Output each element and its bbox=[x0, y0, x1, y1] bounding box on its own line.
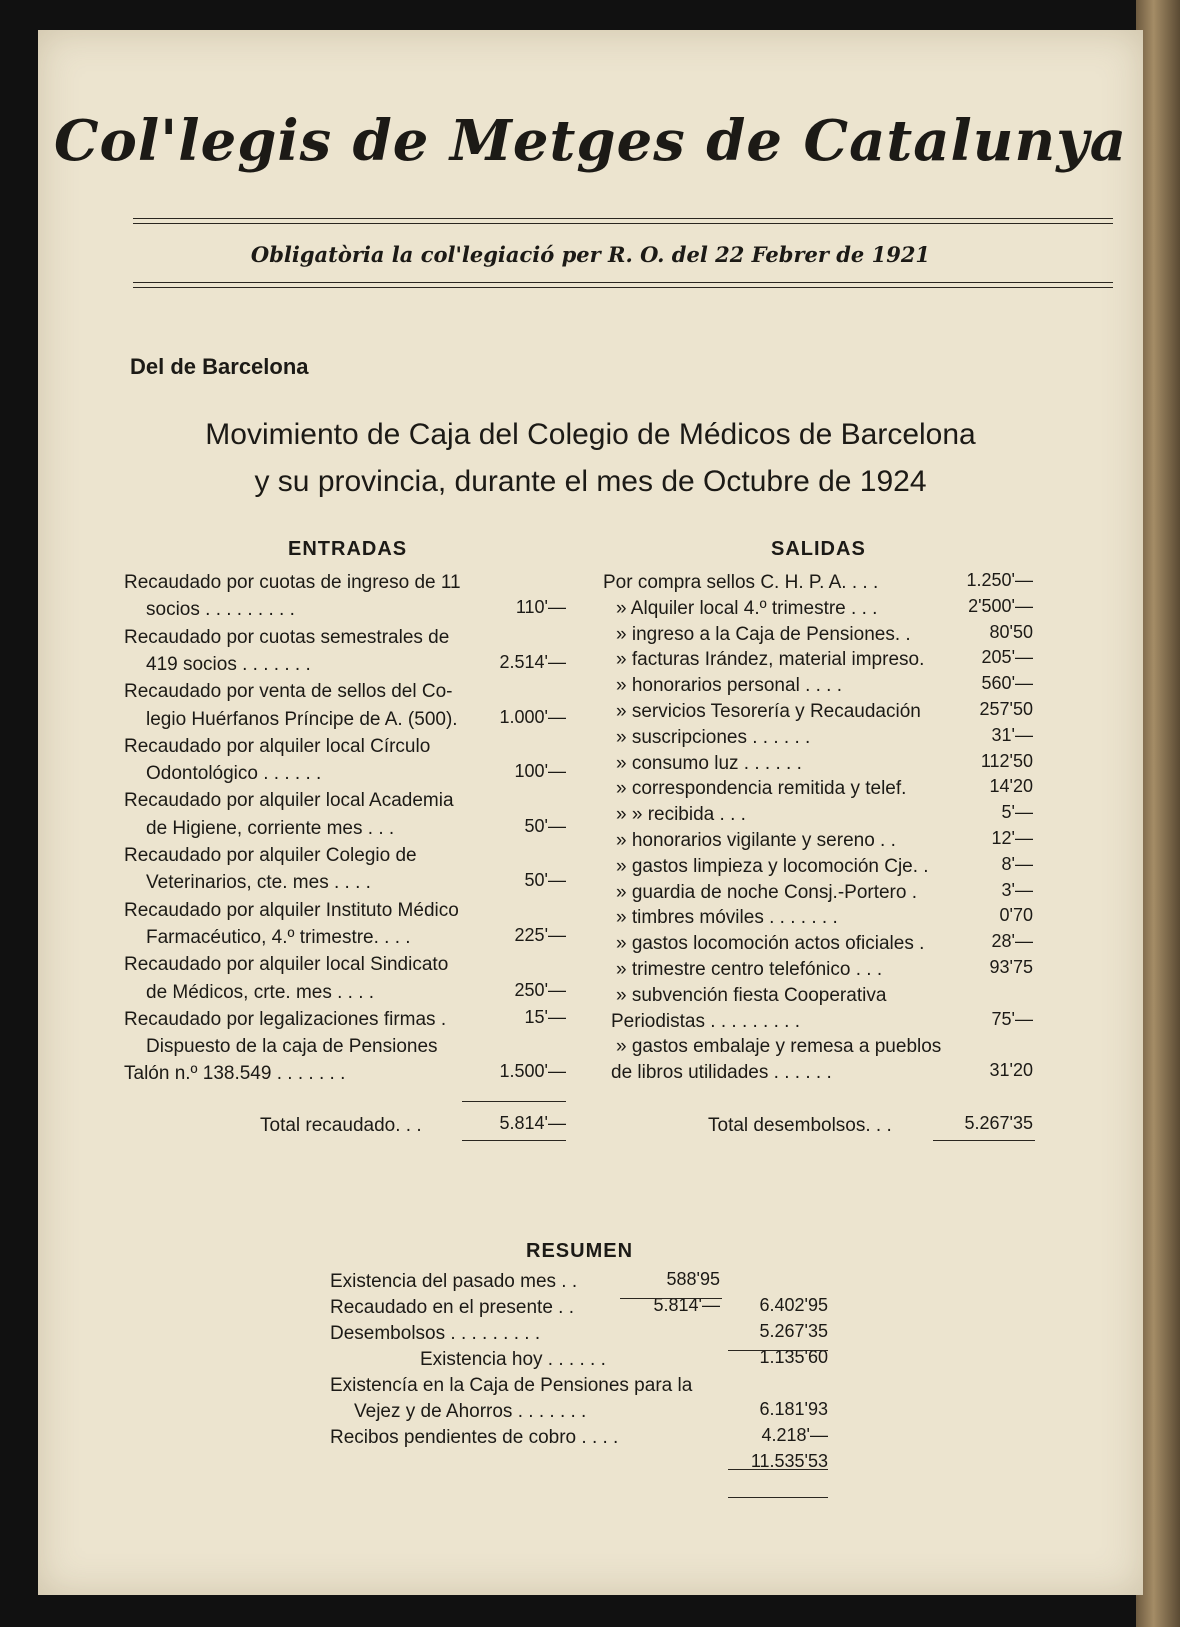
resumen-line-amount: 11.535'53 bbox=[750, 1451, 828, 1471]
salidas-line-amount: 0'70 bbox=[999, 905, 1033, 926]
resumen-line-text: Desembolsos . . . . . . . . . bbox=[330, 1323, 541, 1344]
rule-bottom-2 bbox=[133, 287, 1113, 288]
salidas-line-text: » ingreso a la Caja de Pensiones. . bbox=[616, 623, 911, 645]
resumen-rule-1 bbox=[620, 1298, 722, 1299]
salidas-line-text: » Alquiler local 4.º trimestre . . . bbox=[616, 597, 878, 619]
entradas-line-text: de Médicos, crte. mes . . . . bbox=[146, 981, 375, 1003]
title-line-2: y su provincia, durante el mes de Octubre de 1924 bbox=[254, 465, 927, 498]
salidas-total-label: Total desembolsos. . . bbox=[708, 1115, 892, 1136]
rule-top-2 bbox=[133, 223, 1113, 224]
entradas-line-text: Recaudado por alquiler local Círculo bbox=[124, 735, 431, 757]
entradas-line-text: Talón n.º 138.549 . . . . . . . bbox=[124, 1063, 346, 1085]
salidas-line-amount: 80'50 bbox=[989, 621, 1033, 642]
salidas-line-amount: 2'500'— bbox=[968, 595, 1033, 616]
resumen-rule-3 bbox=[728, 1469, 828, 1470]
entradas-line-text: Odontológico . . . . . . bbox=[146, 763, 322, 785]
entradas-line-text: de Higiene, corriente mes . . . bbox=[146, 817, 395, 839]
resumen-rule-4 bbox=[728, 1497, 828, 1498]
entradas-line-amount: 225'— bbox=[514, 924, 566, 945]
entradas-line-text: Veterinarios, cte. mes . . . . bbox=[146, 872, 371, 894]
salidas-line-amount: 8'— bbox=[1001, 853, 1033, 874]
salidas-line-text: » correspondencia remitida y telef. bbox=[616, 778, 907, 800]
resumen-line-amount: 6.181'93 bbox=[759, 1399, 828, 1419]
resumen-line-amount: 1.135'60 bbox=[759, 1347, 828, 1367]
salidas-line-text: de libros utilidades . . . . . . bbox=[611, 1062, 832, 1084]
resumen-line-amount: 4.218'— bbox=[761, 1425, 828, 1445]
entradas-line-text: Farmacéutico, 4.º trimestre. . . . bbox=[146, 926, 411, 948]
entradas-line-text: Recaudado por legalizaciones firmas . bbox=[124, 1008, 447, 1030]
entradas-line-amount: 2.514'— bbox=[499, 651, 566, 672]
resumen-line-amount: 5.267'35 bbox=[759, 1321, 828, 1341]
salidas-line-amount: 205'— bbox=[981, 647, 1033, 668]
entradas-heading: ENTRADAS bbox=[288, 538, 408, 560]
entradas-line-amount: 50'— bbox=[524, 870, 566, 891]
salidas-line-amount: 28'— bbox=[991, 931, 1033, 952]
entradas-line-text: Dispuesto de la caja de Pensiones bbox=[146, 1036, 438, 1058]
salidas-line-amount: 75'— bbox=[991, 1008, 1033, 1029]
salidas-line-amount: 31'— bbox=[991, 724, 1033, 745]
entradas-total-label: Total recaudado. . . bbox=[260, 1115, 422, 1136]
section-label: Del de Barcelona bbox=[130, 354, 309, 379]
salidas-line-amount: 3'— bbox=[1001, 879, 1033, 900]
rule-bottom-1 bbox=[133, 282, 1113, 283]
entradas-line-amount: 1.500'— bbox=[499, 1061, 566, 1082]
salidas-line-amount: 93'75 bbox=[989, 957, 1033, 977]
salidas-line-text: » gastos embalaje y remesa a pueblos bbox=[616, 1036, 942, 1058]
salidas-line-text: » gastos limpieza y locomoción Cje. . bbox=[616, 855, 929, 877]
entradas-line-text: Recaudado por alquiler local Academia bbox=[124, 790, 454, 812]
salidas-total-rule bbox=[933, 1140, 1035, 1141]
entradas-line-amount: 50'— bbox=[524, 815, 566, 836]
resumen-line-text: Existencia del pasado mes . . bbox=[330, 1271, 578, 1292]
salidas-line-text: » facturas Irández, material impreso. bbox=[616, 649, 925, 671]
masthead-subline: Obligatòria la col'legiació per R. O. del 22 Febrer de 1921 bbox=[250, 242, 931, 267]
entradas-line-text: legio Huérfanos Príncipe de A. (500). bbox=[146, 708, 458, 730]
salidas-line-text: Por compra sellos C. H. P. A. . . . bbox=[603, 572, 879, 593]
salidas-line-text: » timbres móviles . . . . . . . bbox=[616, 907, 838, 929]
salidas-line-amount: 1.250'— bbox=[966, 570, 1033, 590]
salidas-line-text: » » recibida . . . bbox=[616, 804, 746, 826]
salidas-line-amount: 12'— bbox=[991, 828, 1033, 848]
resumen-line-text: Existencia hoy . . . . . . bbox=[420, 1349, 606, 1370]
salidas-line-text: Periodistas . . . . . . . . . bbox=[611, 1010, 801, 1032]
resumen-line-text: Vejez y de Ahorros . . . . . . . bbox=[354, 1401, 587, 1422]
salidas-line-text: » gastos locomoción actos oficiales . bbox=[616, 933, 925, 955]
salidas-line-text: » servicios Tesorería y Recaudación bbox=[616, 701, 921, 722]
rule-top-1 bbox=[133, 218, 1113, 219]
resumen-line-subamount: 5.814'— bbox=[653, 1295, 720, 1315]
entradas-subtotal-rule bbox=[462, 1101, 566, 1102]
entradas-line-amount: 100'— bbox=[514, 761, 566, 782]
entradas-line-text: Recaudado por alquiler Colegio de bbox=[124, 845, 417, 866]
salidas-line-text: » honorarios personal . . . . bbox=[616, 675, 843, 697]
salidas-line-text: » suscripciones . . . . . . bbox=[616, 726, 811, 748]
salidas-line-amount: 560'— bbox=[981, 673, 1033, 694]
salidas-line-amount: 257'50 bbox=[979, 699, 1033, 719]
salidas-total-amount: 5.267'35 bbox=[964, 1113, 1033, 1133]
salidas-line-text: » guardia de noche Consj.-Portero . bbox=[616, 881, 918, 903]
resumen-line-text: Recibos pendientes de cobro . . . . bbox=[330, 1427, 619, 1448]
resumen-rule-2 bbox=[728, 1350, 828, 1351]
entradas-total-rule bbox=[462, 1140, 566, 1141]
entradas-line-text: Recaudado por alquiler local Sindicato bbox=[124, 954, 449, 976]
entradas-line-text: Recaudado por venta de sellos del Co- bbox=[124, 681, 453, 703]
salidas-line-amount: 31'20 bbox=[989, 1060, 1033, 1081]
resumen-line-text: Existencía en la Caja de Pensiones para la bbox=[330, 1375, 693, 1396]
entradas-line-text: Recaudado por alquiler Instituto Médico bbox=[124, 899, 459, 921]
masthead-title: Col'legis de Metges de Catalunya bbox=[53, 108, 1128, 174]
entradas-line-text: Recaudado por cuotas de ingreso de 11 bbox=[124, 572, 461, 593]
salidas-line-text: » subvención fiesta Cooperativa bbox=[616, 984, 887, 1006]
entradas-total-amount: 5.814'— bbox=[499, 1113, 566, 1133]
title-line-1: Movimiento de Caja del Colegio de Médicos de Barcelona bbox=[205, 418, 976, 451]
entradas-line-text: Recaudado por cuotas semestrales de bbox=[124, 626, 450, 648]
salidas-line-amount: 5'— bbox=[1001, 802, 1033, 823]
resumen-line-subamount: 588'95 bbox=[666, 1269, 720, 1289]
salidas-line-amount: 112'50 bbox=[980, 750, 1033, 771]
salidas-line-text: » honorarios vigilante y sereno . . bbox=[616, 830, 896, 851]
salidas-line-amount: 14'20 bbox=[989, 776, 1033, 797]
resumen-line-amount: 6.402'95 bbox=[759, 1295, 828, 1315]
resumen-heading: RESUMEN bbox=[526, 1240, 634, 1262]
resumen-line-text: Recaudado en el presente . . bbox=[330, 1297, 575, 1318]
salidas-line-text: » consumo luz . . . . . . bbox=[616, 752, 802, 774]
entradas-line-amount: 15'— bbox=[524, 1006, 566, 1027]
salidas-line-text: » trimestre centro telefónico . . . bbox=[616, 959, 883, 980]
entradas-line-amount: 1.000'— bbox=[499, 706, 566, 727]
entradas-line-amount: 110'— bbox=[515, 597, 566, 618]
document-page bbox=[38, 30, 1143, 1595]
entradas-line-text: 419 socios . . . . . . . bbox=[146, 653, 311, 675]
entradas-line-amount: 250'— bbox=[514, 979, 566, 1000]
entradas-line-text: socios . . . . . . . . . bbox=[146, 599, 295, 621]
salidas-heading: SALIDAS bbox=[771, 538, 866, 560]
